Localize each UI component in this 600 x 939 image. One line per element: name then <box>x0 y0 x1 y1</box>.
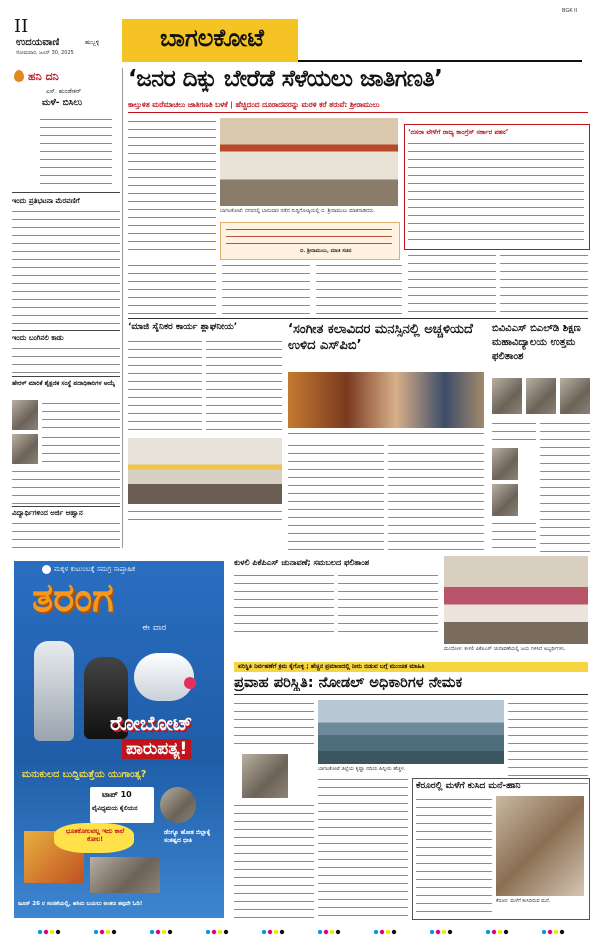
registration-dot <box>492 930 496 934</box>
flood-kicker: ಪರಿಸ್ಥಿತಿ ನಿರ್ವಹಣೆಗೆ ಕ್ರಮ ಕೈಗೊಳ್ಳಿ ; ಹೆಚ್ಚಿನ ಪ್ರಮಾಣದಲ್ಲಿ ನೀರು ಬಿಡುವ ಬಗ್ಗೆ ಮುಂಚಿತ ಮಾಹಿತಿ <box>238 663 425 670</box>
house-headline: ಕೆರೂರಲ್ಲಿ ಮಳೆಗೆ ಕುಸಿದ ಮನೆ-ಹಾನಿ <box>416 781 521 791</box>
registration-dot <box>498 930 502 934</box>
press-meet-caption: ಬಾಗಲಕೋಟೆ: ನಗರದಲ್ಲಿ ಭಾನುವಾರ ನಡೆದ ಸುದ್ದಿಗೋಷ್ಠಿಯಲ್ಲಿ ಬಿ. ಶ್ರೀರಾಮುಲು ಮಾತನಾಡಿದರು. <box>220 208 376 214</box>
sidebar-news-text <box>42 400 120 430</box>
bed-headline: ಬಿವಿವಿಎಸ್ ಬಿಎಲ್‌ಡಿ ಶಿಕ್ಷಣ ಮಹಾವಿದ್ಯಾಲಯ ಉತ್ತಮ ಫಲಿತಾಂಶ <box>492 323 581 362</box>
registration-dot <box>392 930 396 934</box>
person-photo <box>12 400 38 430</box>
ad-headline-2: ಪಾರುಪತ್ಯ! <box>122 739 191 759</box>
registration-dot <box>212 930 216 934</box>
flood-rule <box>234 694 588 695</box>
sidebar-news-text <box>12 345 120 373</box>
flood-text <box>234 802 314 918</box>
registration-dot <box>280 930 284 934</box>
taranga-ad <box>14 561 224 918</box>
pds-text <box>338 572 438 636</box>
top10-label: ಟಾಪ್ 10 <box>102 790 132 799</box>
ad-portrait <box>160 787 196 823</box>
music-event-photo <box>288 372 484 428</box>
flood-headline: ಪ್ರವಾಹ ಪರಿಸ್ಥಿತಿ: ನೋಡಲ್ ಅಧಿಕಾರಿಗಳ ನೇಮಕ <box>234 674 463 691</box>
column-rule <box>122 68 123 548</box>
registration-dot <box>374 930 378 934</box>
ad-headline-1: ರೋಬೋಟ್ <box>110 711 193 735</box>
registration-dot <box>206 930 210 934</box>
student-photo <box>492 448 518 480</box>
bed-text <box>492 520 536 552</box>
ad-sub-brand: ಈ ವಾರ <box>142 623 167 633</box>
sidebar-author: ಎಸ್. ಹುಂಡೇಕರ್ <box>46 88 82 95</box>
lead-rule <box>128 112 588 113</box>
registration-dot <box>156 930 160 934</box>
flood-photo-caption: ಬಾಗಲಕೋಟೆ ಜಿಲ್ಲೆಯ ಕೃಷ್ಣಾ ನದಿಯ ಹಿನ್ನೀರು ಹೆಚ್ಚಳ. <box>318 766 406 772</box>
soldiers-caption <box>128 508 282 524</box>
poem-text <box>40 116 112 188</box>
soldiers-text <box>128 338 202 434</box>
robot-illustration <box>134 653 194 701</box>
registration-dot <box>436 930 440 934</box>
registration-marks <box>30 929 570 935</box>
ad-logo-emblem <box>42 565 51 574</box>
ad-question: ಮನುಕುಲದ ಬುದ್ಧಿಮತ್ತೆಯ ಯುಗಾಂತ್ಯ? <box>22 769 147 780</box>
color-registration-bar <box>30 920 570 926</box>
student-photo <box>526 378 556 414</box>
registration-dot <box>94 930 98 934</box>
registration-dot <box>38 930 42 934</box>
registration-dot <box>218 930 222 934</box>
pds-caption: ಮುಧೋಳ: ಕುಳಲಿ ಪಿಕೆಪಿಎಸ್ ಚುನಾವಣೆಯಲ್ಲಿ ಜಯ ಗಳಿಸಿದ ಅಭ್ಯರ್ಥಿಗಳು. <box>444 646 566 652</box>
masthead <box>0 0 600 62</box>
registration-dot <box>542 930 546 934</box>
lead-column <box>316 262 402 314</box>
edition-tag: ಹುಬ್ಬಳ್ಳಿ <box>85 39 100 46</box>
bed-text <box>492 420 536 444</box>
paper-name: ಉದಯವಾಣಿ <box>16 37 60 48</box>
registration-dot <box>560 930 564 934</box>
student-photo <box>492 378 522 414</box>
sidebar-news-title: ಇಂದು ಬಂಗಿನಲಿ ಕಾಡು <box>12 334 64 342</box>
date-line: ಸೋಮವಾರ, ಜೂನ್ 30, 2025 <box>16 50 74 56</box>
student-photo <box>560 378 590 414</box>
lead-column <box>500 252 588 314</box>
pds-text <box>234 572 334 636</box>
sidebar-divider <box>12 376 120 377</box>
dasara-box-title: ‘ದಸರಾ ವೇಳೆಗೆ ರಾಜ್ಯ ಕಾಂಗ್ರೆಸ್ ಸರ್ಕಾರ ಪತನ’ <box>408 128 509 136</box>
sidebar-news-title: ಹೇರಳ್ ಮಾರಿಕೆ ಶೈಕ್ಷಣಿಕ ಸಂಸ್ಥೆ ಪದಾಧಿಕಾರಿಗಳ ಆಯ್ಕೆ <box>12 380 115 387</box>
official-portrait <box>242 754 288 798</box>
house-caption: ಕೆರೂರ: ಮಳೆಗೆ ಕುಸಿದಿರುವ ಮನೆ. <box>496 898 551 904</box>
registration-dot <box>386 930 390 934</box>
music-text <box>388 442 484 552</box>
registration-dot <box>112 930 116 934</box>
registration-dot <box>150 930 154 934</box>
music-text <box>288 442 384 552</box>
flood-text <box>234 700 314 750</box>
registration-dot <box>168 930 172 934</box>
lead-column <box>128 118 216 256</box>
lead-column <box>128 262 216 314</box>
registration-dot <box>224 930 228 934</box>
lead-column <box>408 252 496 314</box>
robot-eye-icon <box>184 677 196 689</box>
dasara-box-text <box>408 140 584 244</box>
registration-dot <box>318 930 322 934</box>
music-caption <box>288 430 484 438</box>
page-number: II <box>14 16 29 37</box>
registration-dot <box>442 930 446 934</box>
quote-author: ಬಿ. ಶ್ರೀರಾಮುಲು, ಮಾಜಿ ಸಚಿವ <box>300 248 352 254</box>
masthead-rule <box>298 60 582 62</box>
quote-text <box>226 226 392 246</box>
sidebar <box>12 68 120 550</box>
sidebar-divider <box>12 330 120 331</box>
music-headline: ‘ಸಂಗೀತ ಕಲಾವಿದರ ಮನಸ್ಸಿನಲ್ಲಿ ಅಚ್ಚಳಿಯದೆ ಉಳಿದ ಎಸ್‌ಪಿಬಿ’ <box>288 322 473 353</box>
registration-dot <box>380 930 384 934</box>
registration-dot <box>430 930 434 934</box>
sidebar-divider <box>12 192 120 193</box>
student-photo <box>492 484 518 516</box>
ad-burst-text: ಭೂತಕೋಲವಲ್ಲ ಇದು ಕಾಲೆ ಕೋಲ! <box>65 827 125 843</box>
lead-subhead: ಕಾಲ್ತುಳಿತ ಮರೆಮಾಚಲು ಜಾತಿಗಣತಿ ಬಳಕೆ | ಹೆಚ್ಚಿದಂದ ದೂರಾದವರನ್ನು ಮರಳಿ ಕರೆ ತರುವೆ: ಶ್ರೀರಾಮುಲು <box>128 100 380 109</box>
registration-dot <box>504 930 508 934</box>
pds-headline: ಕುಳಲಿ ಪಿಕೆಪಿಎಸ್ ಚುನಾವಣೆ; ಸಮಬಲದ ಫಲಿತಾಂಶ <box>234 558 370 567</box>
ad-tagline: ಮಕ್ಕಳ ಕುಟುಂಬಕ್ಕೆ ಸಮಗ್ರ ಸಾಪ್ತಾಹಿಕ <box>54 565 136 573</box>
registration-dot <box>448 930 452 934</box>
sidebar-divider <box>12 506 120 507</box>
registration-dot <box>548 930 552 934</box>
page-code: BGK II <box>562 8 578 14</box>
ad-side-text: ಡೆಂಗ್ಯೂ ಹೋತ ಜಿಲ್ಲಾಕ್ಕೆ ಸಂಕಷ್ಟದ ಭೀತಿ <box>164 829 211 844</box>
ad-brand: ತರಂಗ <box>32 575 114 621</box>
sidebar-news-title: ವಿದ್ಯಾರ್ಥಿಗಳಿಂದ ಅರ್ಜಿ ಆಹ್ವಾನ <box>12 509 83 517</box>
registration-dot <box>44 930 48 934</box>
registration-dot <box>50 930 54 934</box>
lead-column <box>222 262 310 314</box>
registration-dot <box>56 930 60 934</box>
sidebar-news-title: ಇಂದು ಪ್ರತಿಭಟನಾ ಮೆರವಣಿಗೆ <box>12 197 80 205</box>
pds-winners-photo <box>444 556 588 644</box>
sidebar-news-text <box>42 434 120 464</box>
ad-footer: ಜೂನ್ 26 ರ ಸಂಚಿಕೆಯಲ್ಲಿ, ಹಸಿರು ಬಯಲು ಅಂಕಣ ತಪ್ಪದೇ ಓದಿ! <box>18 901 143 907</box>
registration-dot <box>106 930 110 934</box>
flood-text <box>318 776 408 918</box>
registration-dot <box>274 930 278 934</box>
top10-sub: ವೈವಿಧ್ಯಮಯ ಕೈಲಿಯನ <box>92 805 138 812</box>
press-meet-photo <box>220 118 398 206</box>
sidebar-logo: ಹನಿ ದನಿ <box>28 70 59 83</box>
registration-dot <box>486 930 490 934</box>
house-text <box>416 796 492 916</box>
flood-text <box>508 700 588 790</box>
section-rule <box>128 318 588 319</box>
registration-dot <box>336 930 340 934</box>
section-title: ಬಾಗಲಕೋಟೆ <box>159 24 265 52</box>
registration-dot <box>268 930 272 934</box>
river-photo <box>318 700 504 764</box>
sidebar-news-text <box>12 520 120 550</box>
sidebar-news-text <box>12 468 120 504</box>
registration-dot <box>100 930 104 934</box>
bed-text <box>540 420 590 552</box>
registration-dot <box>324 930 328 934</box>
soldiers-text <box>206 338 282 434</box>
soldiers-headline: ‘ಮಾಜಿ ಸೈನಿಕರ ಕಾರ್ಯ ಶ್ಲಾಘನೀಯ’ <box>128 322 238 332</box>
registration-dot <box>262 930 266 934</box>
poem-title: ಮಳೆ- ಬಿಸಿಲು <box>42 98 83 108</box>
collapsed-house-photo <box>496 796 584 896</box>
ad-cover-photo <box>90 857 160 893</box>
sidebar-news-text <box>12 208 120 328</box>
person-photo <box>12 434 38 464</box>
lead-headline: ‘ಜನರ ದಿಕ್ಕು ಬೇರೆಡೆ ಸೆಳೆಯಲು ಜಾತಿಗಣತಿ’ <box>128 66 443 92</box>
soldiers-photo <box>128 438 282 504</box>
registration-dot <box>554 930 558 934</box>
registration-dot <box>330 930 334 934</box>
robot-illustration <box>34 641 74 741</box>
registration-dot <box>162 930 166 934</box>
honey-drop-icon <box>14 70 24 82</box>
